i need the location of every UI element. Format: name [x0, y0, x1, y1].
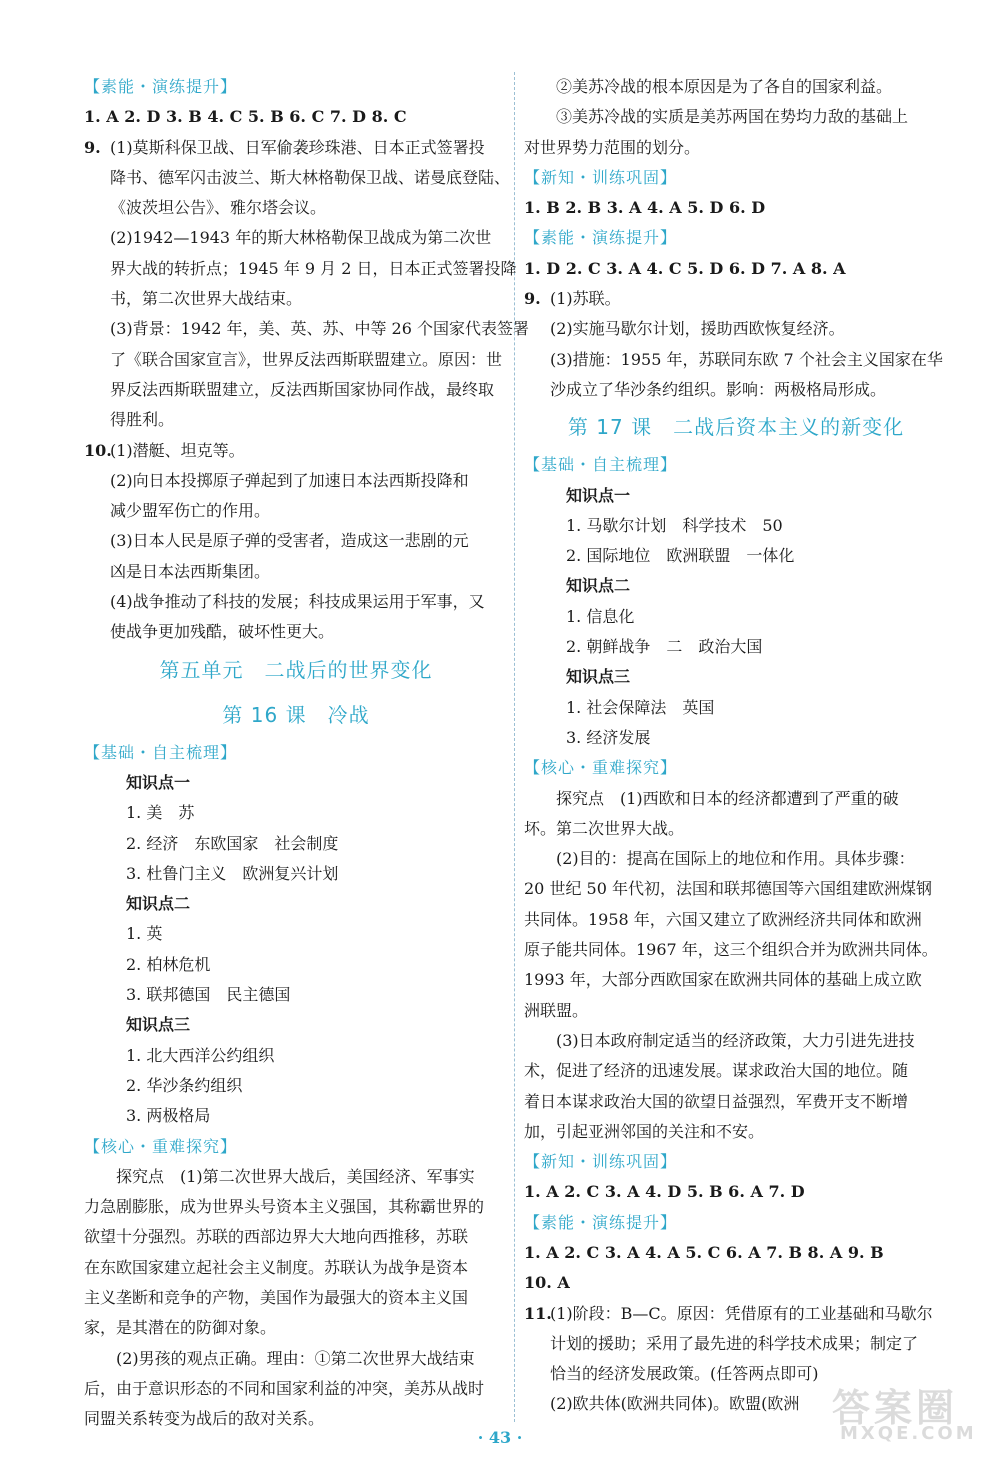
text-line: 同盟关系转变为战后的敌对关系。	[84, 1409, 325, 1429]
question-number: 9.	[524, 289, 541, 309]
answer-text: (1)潜艇、坦克等。	[110, 440, 245, 460]
text-line: (4)战争推动了科技的发展；科技成果运用于军事，又	[110, 592, 485, 612]
text-line: 得胜利。	[110, 410, 175, 430]
text-line: 2. 朝鲜战争 二 政治大国	[566, 637, 763, 657]
text-line: 1. B 2. B 3. A 4. A 5. D 6. D	[524, 198, 766, 218]
text-line: 知识点二	[126, 894, 191, 914]
text-line	[84, 436, 508, 466]
text-line: (2)男孩的观点正确。理由：①第二次世界大战结束	[116, 1348, 475, 1368]
text-line: (2)实施马歇尔计划，援助西欧恢复经济。	[550, 319, 845, 339]
section-tag: 【素能・演练提升】	[84, 77, 238, 96]
text-line: 原子能共同体。1967 年，这三个组织合并为欧洲共同体。	[524, 940, 938, 960]
text-line: 对世界势力范围的划分。	[524, 137, 701, 157]
answer-text: (1)苏联。	[550, 289, 621, 309]
section-tag: 【素能・演练提升】	[524, 228, 678, 248]
text-line: 知识点一	[566, 485, 631, 505]
text-line: 加，引起亚洲邻国的关注和不安。	[524, 1121, 765, 1141]
text-line: 使战争更加残酷，破坏性更大。	[110, 622, 335, 642]
text-line: 2. 柏林危机	[126, 954, 211, 974]
text-line: 力急剧膨胀，成为世界头号资本主义强国，其称霸世界的	[84, 1197, 485, 1217]
text-line: (3)背景：1942 年，美、英、苏、中等 26 个国家代表签署	[110, 319, 530, 339]
text-line: (2)目的：提高在国际上的地位和作用。具体步骤：	[556, 849, 915, 869]
section-tag: 【新知・训练巩固】	[524, 167, 678, 187]
text-line: 界反法西斯联盟建立，反法西斯国家协同作战，最终取	[110, 379, 495, 399]
text-line: (3)措施：1955 年，苏联同东欧 7 个社会主义国家在华	[550, 349, 943, 369]
text-line: 3. 两极格局	[126, 1106, 211, 1126]
text-line: 后，由于意识形态的不同和国家利益的冲突，美苏从战时	[84, 1378, 485, 1398]
text-line: ②美苏冷战的根本原因是为了各自的国家利益。	[556, 77, 893, 96]
text-line: 1. 信息化	[566, 606, 635, 626]
section-tag: 【核心・重难探究】	[524, 758, 678, 778]
text-line: (3)日本人民是原子弹的受害者，造成这一悲剧的元	[110, 531, 469, 551]
text-line: 知识点一	[126, 772, 191, 792]
text-line: 2. 经济 东欧国家 社会制度	[126, 833, 339, 853]
section-title: 第 17 课 二战后资本主义的新变化	[567, 415, 905, 440]
text-line: (2)欧共体(欧洲共同体)。欧盟(欧洲	[550, 1394, 800, 1414]
section-tag: 【素能・演练提升】	[524, 1212, 678, 1232]
question-number: 10.	[84, 440, 112, 460]
text-line: 2. 华沙条约组织	[126, 1075, 243, 1095]
text-line: 《波茨坦公告》、雅尔塔会议。	[110, 198, 327, 218]
answer-text: (1)阶段：B—C。原因：凭借原有的工业基础和马歇尔	[550, 1303, 933, 1323]
section-tag: 【新知・训练巩固】	[524, 1152, 678, 1172]
text-line: 了《联合国家宣言》，世界反法西斯联盟建立。原因：世	[110, 349, 503, 369]
text-line: 3. 经济发展	[566, 727, 651, 747]
section-title: 第 16 课 冷战	[222, 702, 370, 727]
text-line: 界大战的转折点；1945 年 9 月 2 日，日本正式签署投降	[110, 258, 517, 278]
left-column	[84, 72, 530, 1434]
right-column	[524, 72, 948, 1420]
text-line: (2)1942—1943 年的斯大林格勒保卫战成为第二次世	[110, 228, 492, 248]
text-line: (2)向日本投掷原子弹起到了加速日本法西斯投降和	[110, 470, 469, 490]
text-line: 术，促进了经济的迅速发展。谋求政治大国的地位。随	[524, 1061, 909, 1081]
answer-text: (1)莫斯科保卫战、日军偷袭珍珠港、日本正式签署投	[110, 137, 485, 157]
text-line: (3)日本政府制定适当的经济政策，大力引进先进技	[556, 1030, 915, 1050]
text-line: 10. A	[524, 1273, 570, 1293]
text-line: 主义垄断和竞争的产物，美国作为最强大的资本主义国	[84, 1287, 469, 1307]
text-line: 坏。第二次世界大战。	[524, 818, 685, 838]
text-line: 1. 美 苏	[126, 803, 195, 823]
page-number: · 43 ·	[477, 1428, 523, 1447]
section-tag: 【基础・自主梳理】	[524, 455, 678, 475]
text-line: 1. D 2. C 3. A 4. C 5. D 6. D 7. A 8. A	[524, 258, 846, 278]
text-line: 知识点三	[126, 1015, 191, 1035]
text-line: 书，第二次世界大战结束。	[110, 289, 303, 309]
text-line: 欲望十分强烈。苏联的西部边界大大地向西推移，苏联	[84, 1227, 469, 1247]
question-number: 11.	[524, 1303, 552, 1323]
question-number: 9.	[84, 137, 101, 157]
text-line: 家，是其潜在的防御对象。	[84, 1318, 277, 1338]
text-line: 恰当的经济发展政策。(任答两点即可)	[550, 1364, 819, 1384]
section-tag: 【基础・自主梳理】	[84, 742, 238, 762]
text-line: 2. 国际地位 欧洲联盟 一体化	[566, 546, 795, 566]
text-line: 在东欧国家建立起社会主义制度。苏联认为战争是资本	[84, 1257, 469, 1277]
text-line: 1. A 2. C 3. A 4. A 5. C 6. A 7. B 8. A 9. B	[524, 1242, 884, 1262]
watermark-logo	[822, 1377, 982, 1449]
watermark-text: 答案圈	[832, 1386, 959, 1430]
text-line: 知识点二	[566, 576, 631, 596]
text-line: 1. A 2. C 3. A 4. D 5. B 6. A 7. D	[524, 1182, 805, 1202]
text-line: 3. 杜鲁门主义 欧洲复兴计划	[126, 863, 339, 883]
text-line	[84, 133, 508, 163]
text-line: 降书、德军闪击波兰、斯大林格勒保卫战、诺曼底登陆、	[110, 167, 511, 187]
text-line: 着日本谋求政治大国的欲望日益强烈，军费开支不断增	[524, 1091, 909, 1111]
text-line: 1. 英	[126, 924, 163, 944]
text-line: 1. 北大西洋公约组织	[126, 1045, 275, 1065]
text-line	[524, 1299, 948, 1329]
text-line	[524, 284, 948, 314]
text-line: 1. A 2. D 3. B 4. C 5. B 6. C 7. D 8. C	[84, 107, 407, 127]
section-title: 第五单元 二战后的世界变化	[159, 657, 433, 682]
text-line: 洲联盟。	[524, 1000, 589, 1020]
text-line: 20 世纪 50 年代初，法国和联邦德国等六国组建欧洲煤钢	[524, 879, 932, 899]
text-line: 探究点 (1)西欧和日本的经济都遭到了严重的破	[556, 788, 899, 808]
text-line: 减少盟军伤亡的作用。	[110, 501, 271, 521]
text-line: 凶是日本法西斯集团。	[110, 561, 271, 581]
text-line: 1. 社会保障法 英国	[566, 697, 715, 717]
text-line: 探究点 (1)第二次世界大战后，美国经济、军事实	[116, 1166, 475, 1186]
text-line: 沙成立了华沙条约组织。影响：两极格局形成。	[550, 379, 887, 399]
text-line: 计划的援助；采用了最先进的科学技术成果；制定了	[550, 1333, 919, 1353]
section-tag: 【核心・重难探究】	[84, 1136, 238, 1156]
text-line: 知识点三	[566, 667, 631, 687]
text-line: 1993 年，大部分西欧国家在欧洲共同体的基础上成立欧	[524, 970, 922, 990]
text-line: 共同体。1958 年，六国又建立了欧洲经济共同体和欧洲	[524, 909, 922, 929]
text-line: ③美苏冷战的实质是美苏两国在势均力敌的基础上	[556, 107, 909, 127]
text-line: 1. 马歇尔计划 科学技术 50	[566, 515, 783, 535]
watermark-domain: MXQE.COM	[840, 1423, 977, 1444]
text-line: 3. 联邦德国 民主德国	[126, 985, 291, 1005]
